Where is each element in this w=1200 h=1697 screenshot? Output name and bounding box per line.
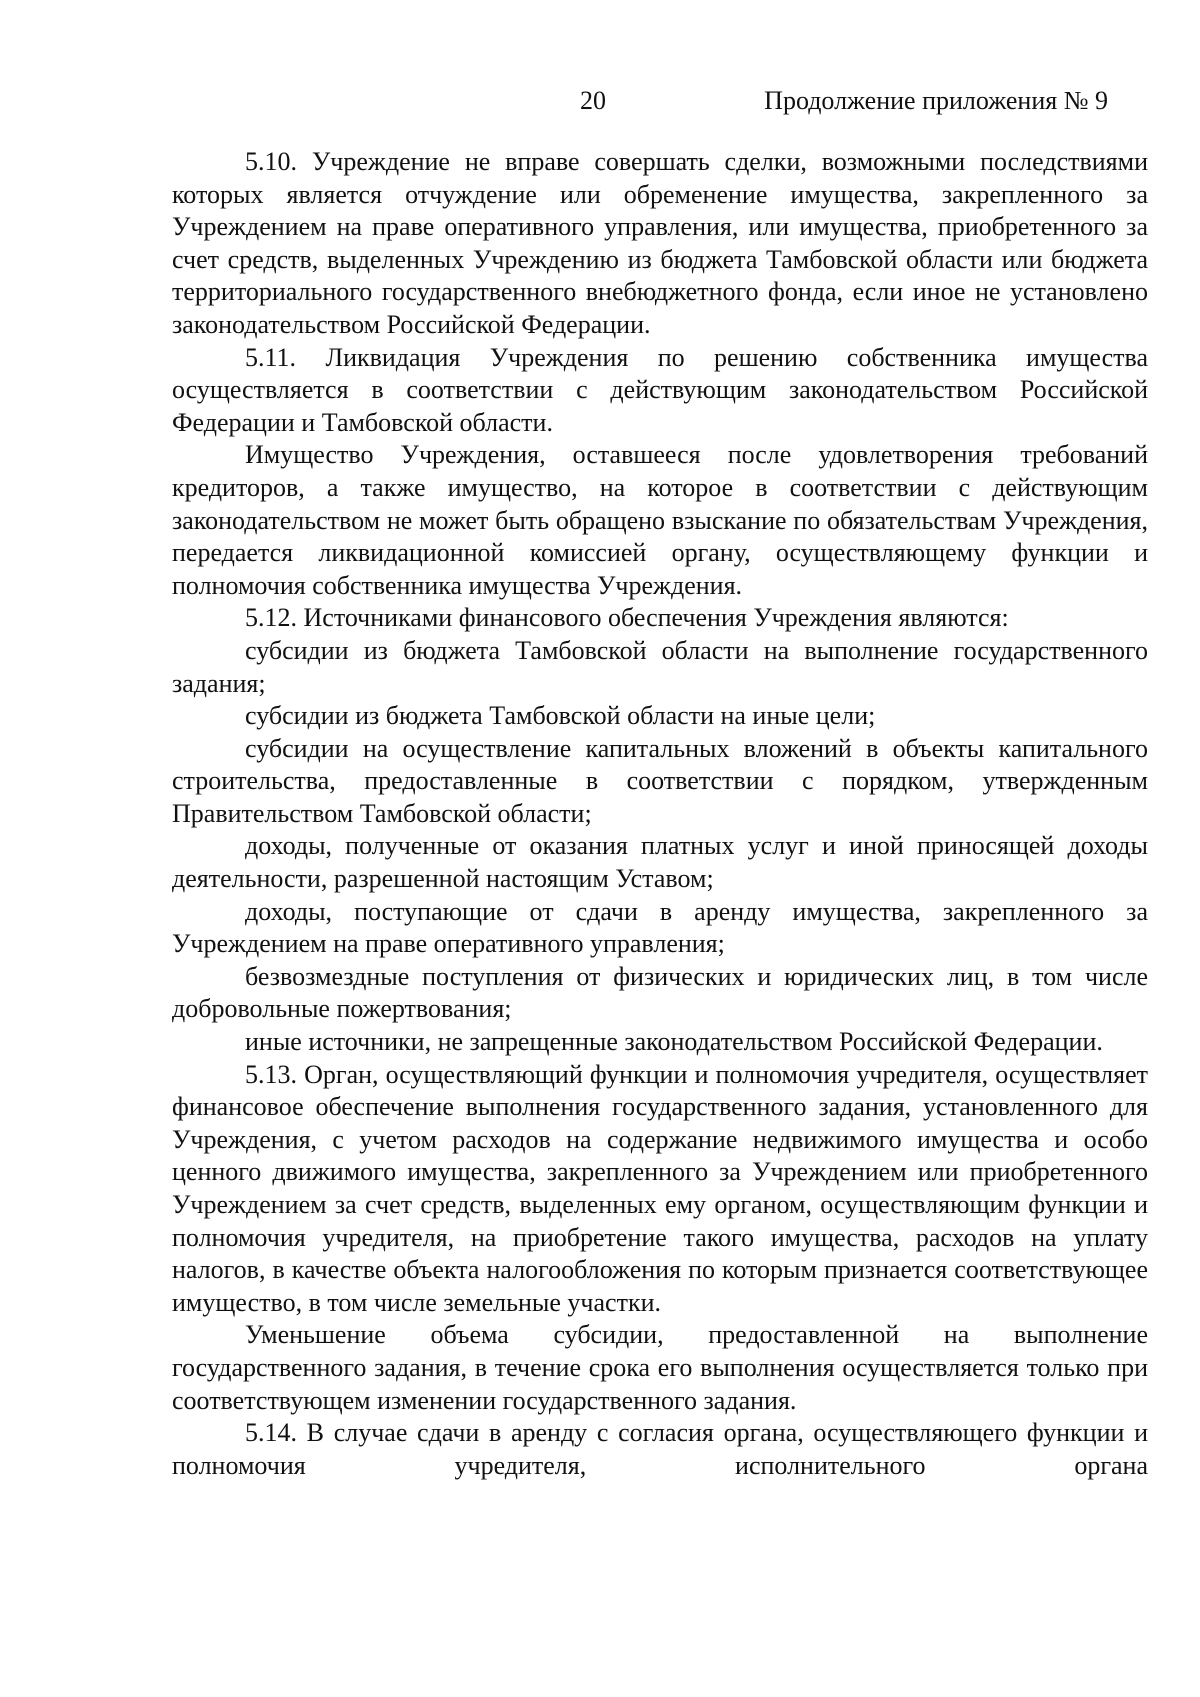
paragraph-subsidy-reduction: Уменьшение объема субсидии, предоставленной на выполнение государственного задания, в течение срока его выполнения осуществляется только при соответствующем изменении государственного задания. (172, 1320, 1148, 1415)
funding-source-item: безвозмездные поступления от физических и юридических лиц, в том числе добровольные пожертвования; (172, 961, 1148, 1024)
paragraph-5-12: 5.12. Источниками финансового обеспечения Учреждения являются: (245, 603, 1009, 633)
paragraph-5-10: 5.10. Учреждение не вправе совершать сделки, возможными последствиями которых является отчуждение или обременение имущества, закрепленного за Учреждением на праве оперативного управления, или имущества, приобретенного за счет средств, выделенных Учреждению из бюджета Тамбовской области или бюджета территориального государственного внебюджетного фонда, если иное не установлено законодательством Российской Федерации. (172, 147, 1148, 339)
funding-source-item: субсидии на осуществление капитальных вложений в объекты капитального строительства, предоставленные в соответствии с порядком, утвержденным Правительством Тамбовской области; (172, 733, 1148, 828)
header-caption: Продолжение приложения № 9 (764, 86, 1108, 115)
funding-source-item: доходы, полученные от оказания платных услуг и иной приносящей доходы деятельности, разрешенной настоящим Уставом; (172, 831, 1148, 894)
page-number: 20 (580, 86, 606, 115)
funding-source-item: субсидии из бюджета Тамбовской области на иные цели; (245, 701, 876, 731)
paragraph-5-13: 5.13. Орган, осуществляющий функции и полномочия учредителя, осуществляет финансовое обеспечение выполнения государственного задания, установленного для Учреждения, с учетом расходов на содержание недвижимого имущества и особо ценного движимого имущества, закрепленного за Учреждением или приобретенного Учреждением за счет средств, выделенных ему органом, осуществляющим функции и полномочия учредителя, на приобретение такого имущества, расходов на уплату налогов, в качестве объекта налогообложения по которым признается соответствующее имущество, в том числе земельные участки. (172, 1059, 1148, 1317)
funding-source-item: доходы, поступающие от сдачи в аренду имущества, закрепленного за Учреждением на праве оперативного управления; (172, 896, 1148, 959)
paragraph-5-14: 5.14. В случае сдачи в аренду с согласия органа, осуществляющего функции и полномочия учредителя, исполнительного органа (172, 1418, 1148, 1480)
document-body (172, 146, 1148, 1482)
funding-source-item: субсидии из бюджета Тамбовской области на выполнение государственного задания; (172, 635, 1148, 698)
paragraph-liquidation-property: Имущество Учреждения, оставшееся после удовлетворения требований кредиторов, а также имущество, на которое в соответствии с действующим законодательством не может быть обращено взыскание по обязательствам Учреждения, передается ликвидационной комиссией органу, осуществляющему функции и полномочия собственника имущества Учреждения. (172, 440, 1148, 600)
page-header (0, 84, 1200, 118)
funding-source-item: иные источники, не запрещенные законодательством Российской Федерации. (245, 1027, 1103, 1057)
paragraph-5-11: 5.11. Ликвидация Учреждения по решению собственника имущества осуществляется в соответствии с действующим законодательством Российской Федерации и Тамбовской области. (172, 342, 1148, 437)
